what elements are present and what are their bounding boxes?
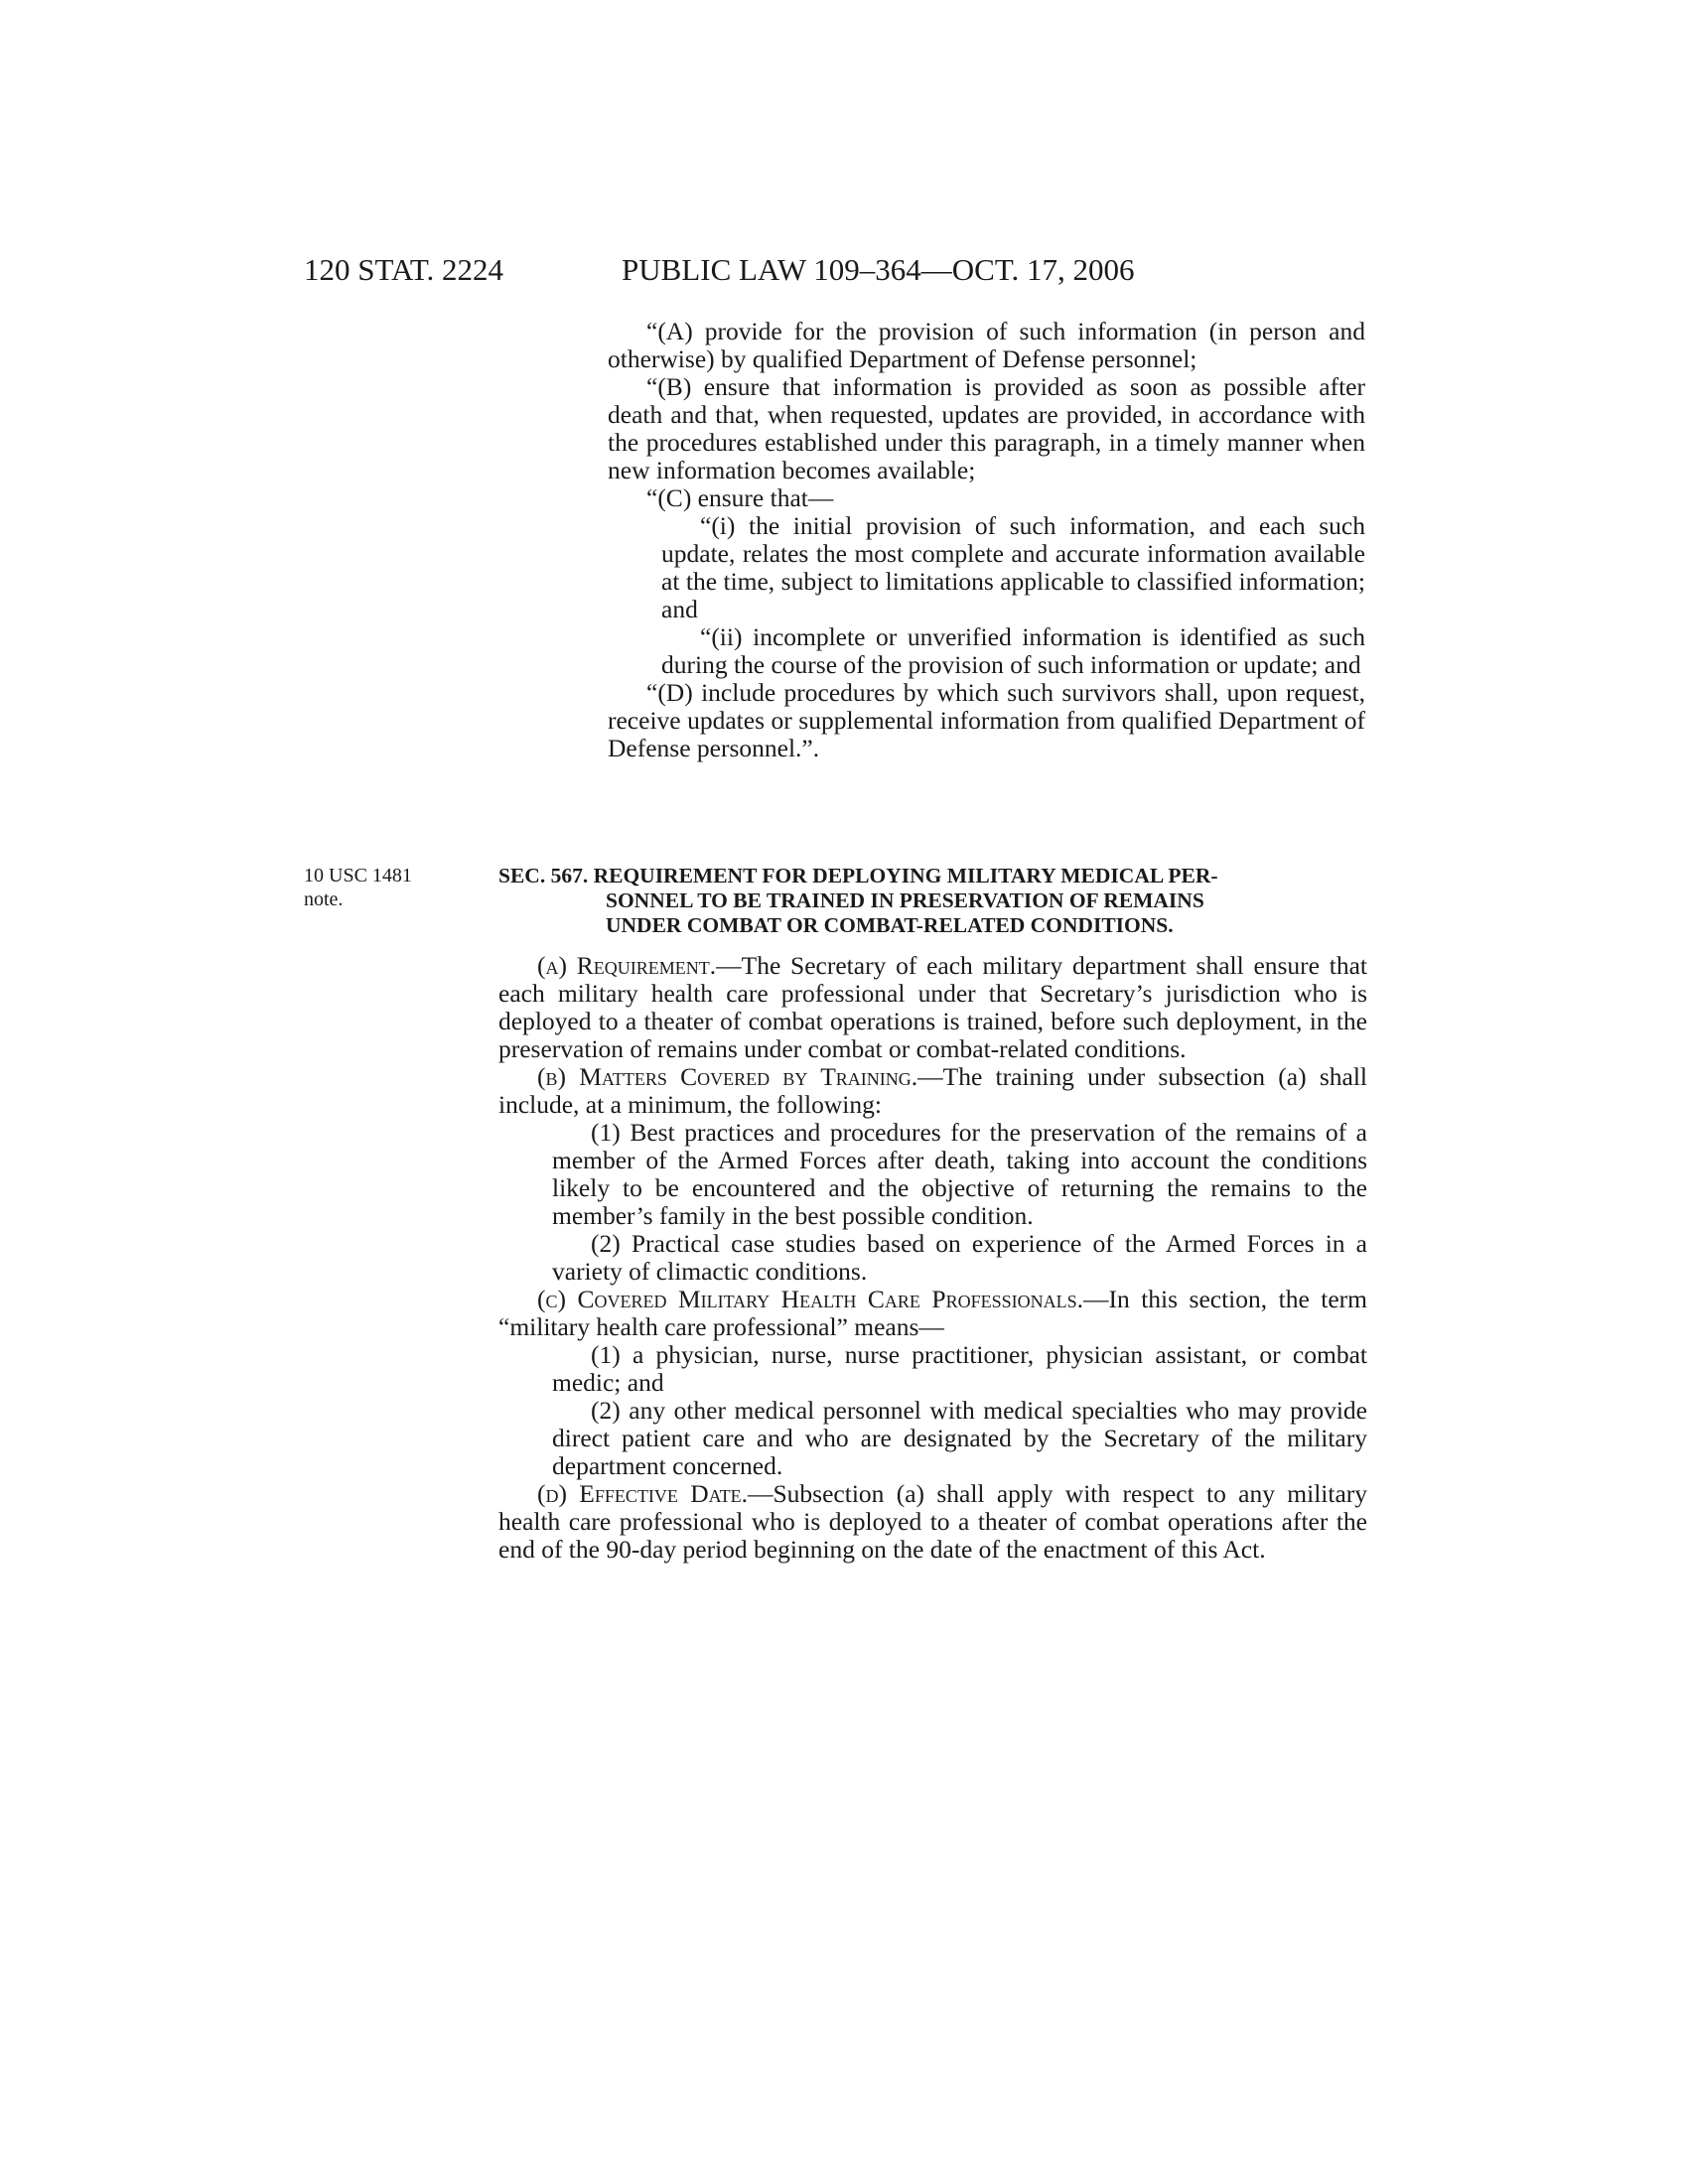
subsection-d-text: —Subsection (a) shall apply with respect to any military health care professional who is deployed to a theater of combat operations after the end of the 90-day period beginning on the date of the enactment of this Act. bbox=[498, 1479, 1368, 1564]
margin-note-citation: 10 USC 1481 bbox=[304, 865, 412, 887]
subsection-c-text: —In this section, the term “military health care professional” means— bbox=[498, 1285, 1367, 1341]
subsection-a-text: —The Secretary of each military department shall ensure that each military health care professional under that Secretary’s jurisdiction who is deployed to a theater of combat operations is trained, before such deployment, in the preservation of remains under combat or combat-related conditions. bbox=[498, 951, 1367, 1063]
continuation-block bbox=[608, 318, 1365, 762]
section-title bbox=[498, 864, 1367, 938]
margin-note bbox=[304, 864, 443, 911]
subsection-c-2: (2) any other medical personnel with medical specialties who may provide direct patient care and who are designated by the Secretary of the military department concerned. bbox=[552, 1396, 1367, 1480]
section-title-line-1: SEC. 567. REQUIREMENT FOR DEPLOYING MILITARY MEDICAL PER- bbox=[498, 864, 1218, 887]
clause-c-ii: “(ii) incomplete or unverified information is identified as such during the course of the provision of such information or update; and bbox=[661, 622, 1365, 679]
margin-note-label: note. bbox=[304, 888, 344, 910]
subsection-b-text: —The training under subsection (a) shall include, at a minimum, the following: bbox=[498, 1062, 1367, 1119]
section-title-line-2: SONNEL TO BE TRAINED IN PRESERVATION OF REMAINS bbox=[606, 888, 1204, 912]
clause-c: “(C) ensure that— bbox=[646, 483, 834, 512]
subsection-b-1: (1) Best practices and procedures for the preservation of the remains of a member of the Armed Forces after death, taking into account the conditions likely to be encountered and the objective of returning the remains to the member’s family in the best possible condition. bbox=[552, 1118, 1367, 1230]
subsection-d bbox=[498, 1480, 1367, 1564]
subsection-a-heading: (a) Requirement. bbox=[537, 951, 717, 980]
subsection-c bbox=[498, 1286, 1367, 1341]
page-header bbox=[304, 250, 1370, 290]
clause-a: “(A) provide for the provision of such information (in person and otherwise) by qualified Department of Defense personnel; bbox=[608, 317, 1365, 373]
statute-page-number: 120 STAT. 2224 bbox=[304, 252, 504, 287]
subsection-b-heading: (b) Matters Covered by Training. bbox=[537, 1062, 918, 1091]
subsection-b-2: (2) Practical case studies based on experience of the Armed Forces in a variety of climactic conditions. bbox=[552, 1229, 1367, 1286]
public-law-title: PUBLIC LAW 109–364—OCT. 17, 2006 bbox=[622, 252, 1135, 287]
subsection-c-1: (1) a physician, nurse, nurse practitioner, physician assistant, or combat medic; and bbox=[552, 1340, 1367, 1397]
subsection-a bbox=[498, 952, 1367, 1063]
clause-b: “(B) ensure that information is provided as soon as possible after death and that, when requested, updates are provided, in accordance with the procedures established under this paragraph, in a timely manner when new information becomes available; bbox=[608, 372, 1365, 484]
clause-d: “(D) include procedures by which such survivors shall, upon request, receive updates or supplemental information from qualified Department of Defense personnel.”. bbox=[608, 678, 1365, 762]
section-567 bbox=[498, 864, 1367, 1564]
clause-c-i: “(i) the initial provision of such information, and each such update, relates the most complete and accurate information available at the time, subject to limitations applicable to classified information; and bbox=[661, 511, 1365, 623]
subsection-d-heading: (d) Effective Date. bbox=[537, 1479, 748, 1508]
section-title-line-3: UNDER COMBAT OR COMBAT-RELATED CONDITIONS. bbox=[606, 913, 1174, 937]
subsection-c-heading: (c) Covered Military Health Care Professionals. bbox=[537, 1285, 1083, 1313]
subsection-b bbox=[498, 1063, 1367, 1119]
